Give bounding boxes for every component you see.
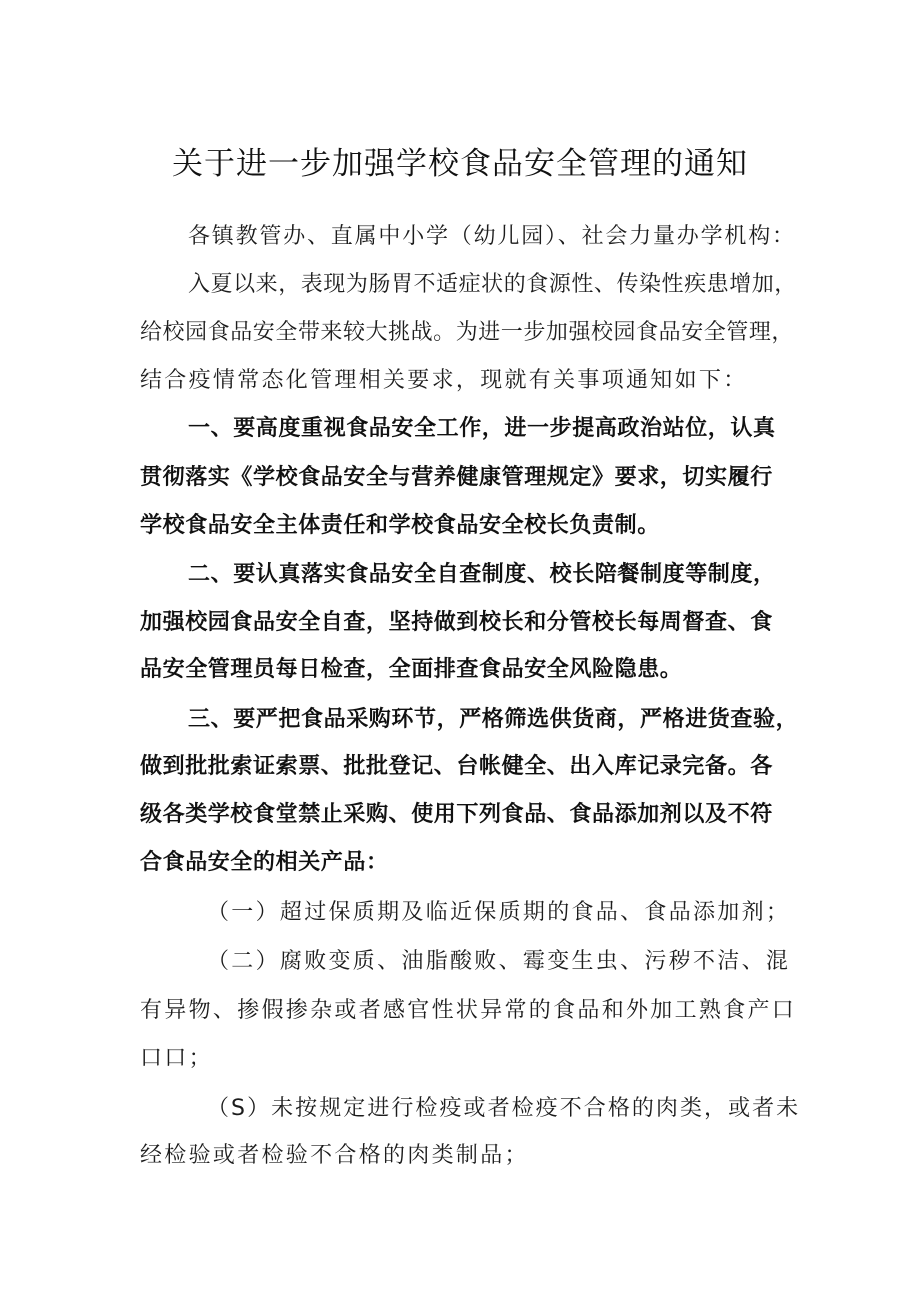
intro-line-3: 结合疫情常态化管理相关要求，现就有关事项通知如下： [140,368,748,393]
section2-line-3: 品安全管理员每日检查，全面排查食品安全风险隐患。 [140,657,683,682]
intro-line-2: 给校园食品安全带来较大挑战。为进一步加强校园食品安全管理， [140,320,794,345]
list-item-3-line-1: （S）未按规定进行检疫或者检疫不合格的肉类，或者未 [207,1096,801,1121]
section1-line-1: 一、要高度重视食品安全工作，进一步提高政治站位，认真 [188,416,776,441]
section2-line-2: 加强校园食品安全自查，坚持做到校长和分管校长每周督查、食 [140,610,773,635]
document-title: 关于进一步加强学校食品安全管理的通知 [172,146,748,182]
list-item-1: （一）超过保质期及临近保质期的食品、食品添加剂； [207,900,791,925]
salutation: 各镇教管办、直属中小学（幼儿园）、社会力量办学机构： [188,224,796,249]
section1-line-2: 贯彻落实《学校食品安全与营养健康管理规定》要求，切实履行 [140,465,773,490]
section3-line-3: 级各类学校食堂禁止采购、使用下列食品、食品添加剂以及不符 [140,802,773,827]
intro-line-1: 入夏以来，表现为肠胃不适症状的食源性、传染性疾患增加， [188,272,797,297]
list-item-2-line-2: 有异物、掺假掺杂或者感官性状异常的食品和外加工熟食产口 [140,998,797,1023]
list-item-2-line-3: 口口； [140,1046,213,1071]
section3-line-1: 三、要严把食品采购环节，严格筛选供货商，严格进货查验， [188,707,799,732]
section1-line-3: 学校食品安全主体责任和学校食品安全校长负责制。 [140,513,660,538]
list-item-2-line-1: （二）腐败变质、油脂酸败、霉变生虫、污秽不洁、混 [207,949,791,974]
list-item-3-line-2: 经检验或者检验不合格的肉类制品； [140,1143,529,1168]
section3-line-2: 做到批批索证索票、批批登记、台帐健全、出入库记录完备。各 [140,754,773,779]
section3-line-4: 合食品安全的相关产品： [140,850,389,875]
section2-line-1: 二、要认真落实食品安全自查制度、校长陪餐制度等制度， [188,562,776,587]
